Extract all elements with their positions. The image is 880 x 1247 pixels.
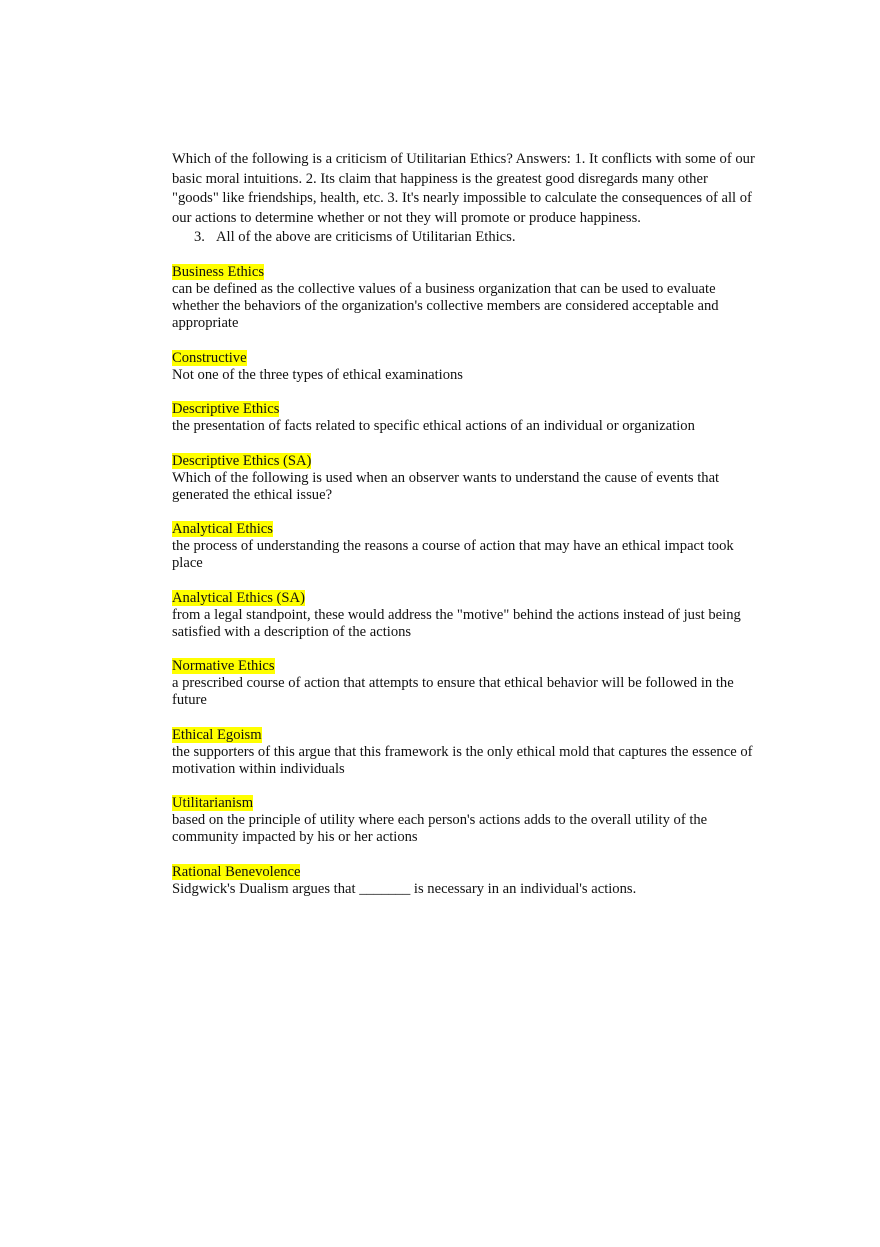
- term-highlight: Ethical Egoism: [172, 726, 262, 743]
- list-item: [172, 590, 756, 641]
- answer-text: All of the above are criticisms of Utilitarian Ethics.: [216, 229, 516, 245]
- list-item: [172, 521, 756, 572]
- flashcard-list: [172, 264, 756, 915]
- definition: the presentation of facts related to specific ethical actions of an individual or organization: [172, 418, 695, 434]
- list-item: [172, 401, 756, 435]
- term-highlight: Descriptive Ethics: [172, 401, 280, 417]
- list-item: [172, 264, 756, 332]
- list-item: [172, 727, 756, 778]
- term-highlight: Utilitarianism: [172, 795, 254, 811]
- list-item: [172, 350, 756, 384]
- term-highlight: Constructive: [172, 349, 247, 366]
- definition: from a legal standpoint, these would address the "motive" behind the actions instead of just being satisfied with a description of the actions: [172, 606, 741, 640]
- definition: a prescribed course of action that attempts to ensure that ethical behavior will be followed in the future: [172, 675, 734, 708]
- term-highlight: Rational Benevolence: [172, 863, 301, 880]
- list-item: [172, 795, 756, 846]
- question-text: Which of the following is a criticism of Utilitarian Ethics? Answers: 1. It conflicts with some of our basic moral intuitions. 2. Its claim that happiness is the greatest good disregards many other "goods" like friendships, health, etc. 3. It's nearly impossible to calculate the consequences of all of our actions to determine whether or not they will promote or produce happiness.: [172, 151, 755, 226]
- term-highlight: Normative Ethics: [172, 658, 275, 674]
- definition: the supporters of this argue that this framework is the only ethical mold that captures the essence of motivation within individuals: [172, 743, 753, 777]
- definition: can be defined as the collective values of a business organization that can be used to evaluate whether the behaviors of the organization's collective members are considered acceptable and appropriate: [172, 281, 719, 331]
- definition: Sidgwick's Dualism argues that _______ is necessary in an individual's actions.: [172, 880, 637, 897]
- definition: the process of understanding the reasons a course of action that may have an ethical impact took place: [172, 538, 734, 571]
- answer-line: [172, 228, 758, 248]
- list-item: [172, 864, 756, 898]
- term-highlight: Business Ethics: [172, 264, 265, 280]
- list-item: [172, 453, 756, 504]
- list-item: [172, 658, 756, 709]
- term-highlight: Analytical Ethics: [172, 521, 273, 537]
- answer-number: 3.: [194, 229, 205, 245]
- term-highlight: Analytical Ethics (SA): [172, 589, 305, 606]
- definition: based on the principle of utility where each person's actions adds to the overall utility of the community impacted by his or her actions: [172, 812, 708, 845]
- definition: Not one of the three types of ethical examinations: [172, 366, 463, 383]
- definition: Which of the following is used when an observer wants to understand the cause of events that generated the ethical issue?: [172, 469, 720, 503]
- term-highlight: Descriptive Ethics (SA): [172, 452, 312, 469]
- question-block: [172, 150, 758, 248]
